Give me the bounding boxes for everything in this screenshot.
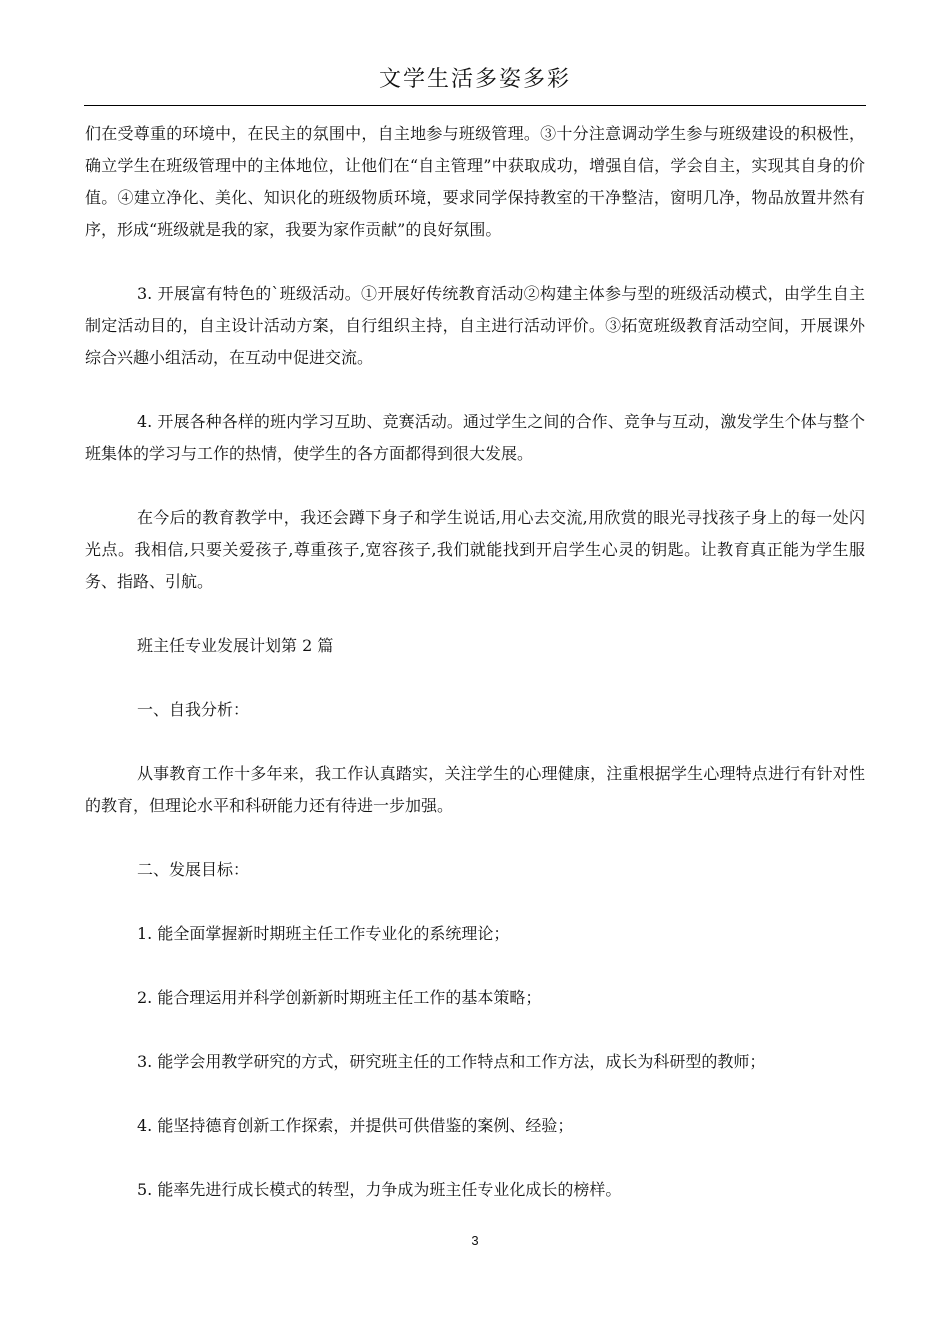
goal-item-1: 1. 能全面掌握新时期班主任工作专业化的系统理论； [137, 924, 510, 943]
paragraph-self-analysis: 从事教育工作十多年来，我工作认真踏实，关注学生的心理健康，注重根据学生心理特点进行有针对性的教育，但理论水平和科研能力还有待进一步加强。 [85, 764, 865, 815]
paragraph-class-activities: 3. 开展富有特色的`班级活动。①开展好传统教育活动②构建主体参与型的班级活动模式，由学生自主制定活动目的，自主设计活动方案，自行组织主持，自主进行活动评价。③拓宽班级教育活动空间，开展课外综合兴趣小组活动，在互动中促进交流。 [85, 284, 865, 367]
heading-development-goals: 二、发展目标： [137, 860, 250, 879]
page-header-title: 文学生活多姿多彩 [378, 67, 571, 92]
goal-item-5: 5. 能率先进行成长模式的转型，力争成为班主任专业化成长的榜样。 [137, 1180, 622, 1199]
paragraph-class-management: 们在受尊重的环境中，在民主的氛围中，自主地参与班级管理。③十分注意调动学生参与班级建设的积极性，确立学生在班级管理中的主体地位，让他们在“自主管理”中获取成功，增强自信，学会自主，实现其自身的价值。④建立净化、美化、知识化的班级物质环境，要求同学保持教室的干净整洁，窗明几净，物品放置井然有序，形成“班级就是我的家，我要为家作贡献”的良好氛围。 [85, 124, 865, 239]
goal-item-2: 2. 能合理运用并科学创新新时期班主任工作的基本策略； [137, 988, 542, 1007]
paragraph-study-competitions: 4. 开展各种各样的班内学习互助、竞赛活动。通过学生之间的合作、竞争与互动，激发学生个体与整个班集体的学习与工作的热情，使学生的各方面都得到很大发展。 [85, 412, 865, 463]
section-title: 班主任专业发展计划第 2 篇 [137, 636, 334, 655]
paragraph-future-teaching: 在今后的教育教学中，我还会蹲下身子和学生说话,用心去交流,用欣赏的眼光寻找孩子身上的每一处闪光点。我相信,只要关爱孩子,尊重孩子,宽容孩子,我们就能找到开启学生心灵的钥匙。让教育真正能为学生服务、指路、引航。 [85, 508, 865, 591]
header-divider [84, 105, 866, 106]
goal-item-4: 4. 能坚持德育创新工作探索，并提供可供借鉴的案例、经验； [137, 1116, 574, 1135]
document-body [85, 118, 865, 1206]
page-number: 3 [471, 1233, 479, 1248]
goal-item-3: 3. 能学会用教学研究的方式，研究班主任的工作特点和工作方法，成长为科研型的教师； [137, 1052, 766, 1071]
heading-self-analysis: 一、自我分析： [137, 700, 250, 719]
